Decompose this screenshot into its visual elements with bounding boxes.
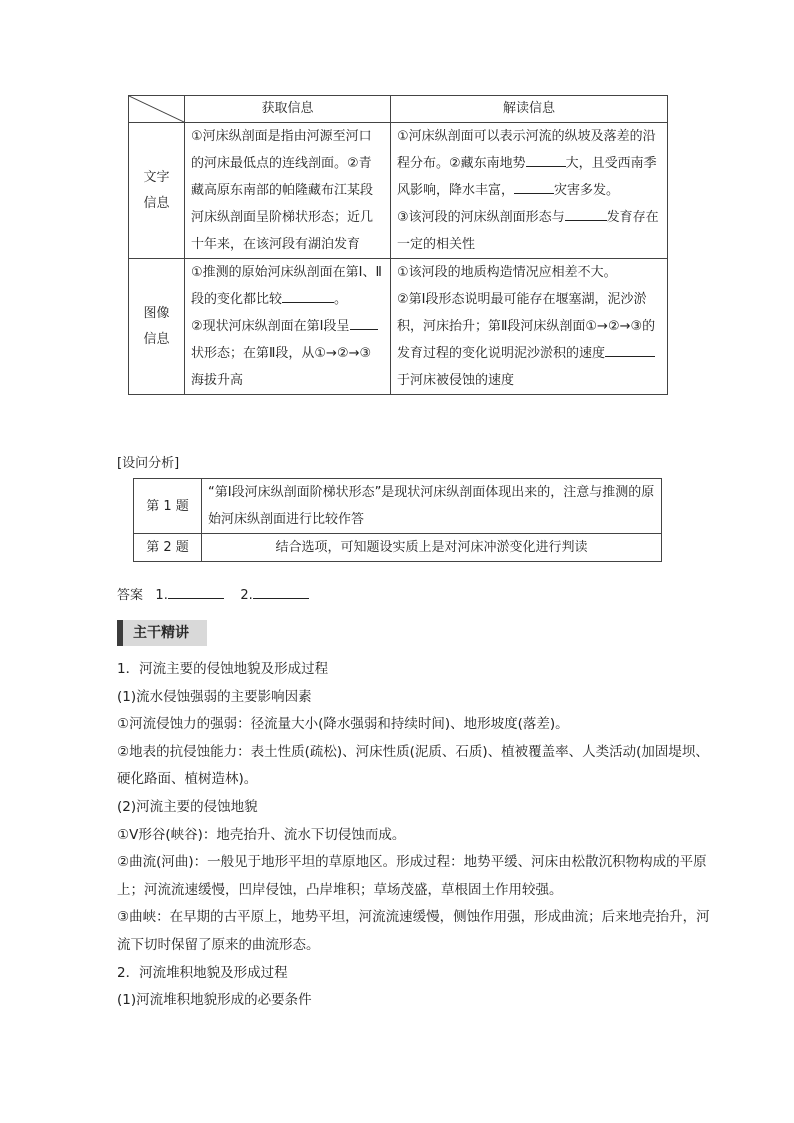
category-label: 信息: [143, 195, 170, 211]
cell-text: 发育存在一定的相关性: [397, 210, 659, 252]
category-label: 图像: [143, 305, 170, 321]
category-label: 文字: [143, 169, 170, 185]
main-content: [117, 656, 712, 1015]
image-read-cell: [391, 259, 668, 395]
paragraph: ②曲流(河曲)：一般见于地形平坦的草原地区。形成过程：地势平缓、河床由松散沉积物构成的平原上；河流流速缓慢，凹岸侵蚀，凸岸堆积；草场茂盛，草根固土作用较强。: [117, 854, 707, 898]
cell-text: 状形态；在第Ⅱ段，从①→②→③海拔升高: [191, 346, 372, 388]
answer-line: [117, 584, 309, 603]
image-info-row: [129, 259, 668, 395]
paragraph: ①V形谷(峡谷)：地壳抬升、流水下切侵蚀而成。: [117, 826, 406, 843]
analysis-table: [133, 478, 662, 562]
answer-blank[interactable]: [350, 316, 378, 330]
banner-accent-bar: [117, 620, 123, 646]
question-number: 第 2 题: [134, 534, 202, 562]
diagonal-line-icon: [129, 96, 184, 122]
analysis-row: [134, 479, 662, 534]
image-get-cell: [185, 259, 391, 395]
cell-text: 。: [334, 292, 348, 307]
answer-blank[interactable]: [168, 585, 224, 599]
section-banner: [117, 620, 207, 646]
cell-text: ①该河段的地质构造情况应相差不大。: [397, 265, 617, 280]
text-read-cell: [391, 123, 668, 259]
heading-1: 1．河流主要的侵蚀地貌及形成过程: [117, 661, 329, 677]
cell-text: ②藏东南地势: [449, 156, 526, 171]
answer-item-1: 1.: [155, 588, 168, 603]
paragraph: ②地表的抗侵蚀能力：表土性质(疏松)、河床性质(泥质、石质)、植被覆盖率、人类活动(加固堤坝、硬化路面、植树造林)。: [117, 743, 709, 788]
answer-blank[interactable]: [514, 180, 554, 194]
paragraph: ③曲峡：在早期的古平原上，地势平坦，河流流速缓慢，侧蚀作用强，形成曲流；后来地壳抬升，河流下切时保留了原来的曲流形态。: [117, 909, 710, 953]
cell-text: ②现状河床纵剖面在第Ⅰ段呈: [191, 319, 350, 334]
info-table: [128, 95, 668, 395]
category-text-info: [129, 123, 185, 259]
section-title: 主干精讲: [133, 625, 189, 641]
analysis-row: [134, 534, 662, 562]
diagonal-header-cell: [129, 96, 185, 123]
cell-text: ②第Ⅰ段形态说明最可能存在堰塞湖，泥沙淤积，河床抬升；第Ⅱ段河床纵剖面①→②→③的发育过程的变化说明泥沙淤积的速度: [397, 292, 656, 361]
question-analysis-label: [设问分析]: [117, 456, 180, 471]
subheading: (1)河流堆积地貌形成的必要条件: [117, 992, 312, 1009]
answer-label: 答案: [117, 588, 144, 603]
header-get-info: 获取信息: [185, 96, 391, 123]
cell-text: ③该河段的河床纵剖面形态与: [397, 210, 565, 225]
header-read-info: 解读信息: [391, 96, 668, 123]
cell-text: 于河床被侵蚀的速度: [397, 373, 515, 388]
analysis-text: 结合选项，可知题设实质上是对河床冲淤变化进行判读: [202, 534, 662, 562]
analysis-text: “第Ⅰ段河床纵剖面阶梯状形态”是现状河床纵剖面体现出来的，注意与推测的原始河床纵剖面进行比较作答: [202, 479, 662, 534]
answer-blank[interactable]: [605, 343, 655, 357]
category-label: 信息: [143, 331, 170, 347]
answer-blank[interactable]: [253, 585, 309, 599]
cell-text: ①河床纵剖面可以表示河流的纵坡及落差的沿程分布。: [397, 129, 656, 171]
table-header-row: [129, 96, 668, 123]
cell-text: ①河床纵剖面是指由河源至河口的河床最低点的连线剖面。②青藏高原东南部的帕隆藏布江某段河床纵剖面呈阶梯状形态；近几十年来，在该河段有湖泊发育: [191, 129, 374, 252]
answer-item-2: 2.: [240, 588, 253, 603]
category-image-info: [129, 259, 185, 395]
cell-text: ①推测的原始河床纵剖面在第Ⅰ、Ⅱ段的变化都比较: [191, 265, 382, 307]
paragraph: ①河流侵蚀力的强弱：径流量大小(降水强弱和持续时间)、地形坡度(落差)。: [117, 716, 569, 733]
cell-text: 灾害多发。: [554, 183, 620, 198]
text-get-cell: [185, 123, 391, 259]
cell-text: 大，且受西南季风影响，降水丰富，: [397, 156, 657, 198]
subheading: (1)流水侵蚀强弱的主要影响因素: [117, 688, 312, 705]
subheading: (2)河流主要的侵蚀地貌: [117, 798, 258, 815]
question-number: 第 1 题: [134, 479, 202, 534]
answer-blank[interactable]: [526, 153, 566, 167]
text-info-row: [129, 123, 668, 259]
answer-blank[interactable]: [282, 289, 334, 303]
heading-2: 2．河流堆积地貌及形成过程: [117, 964, 288, 981]
answer-blank[interactable]: [565, 207, 607, 221]
